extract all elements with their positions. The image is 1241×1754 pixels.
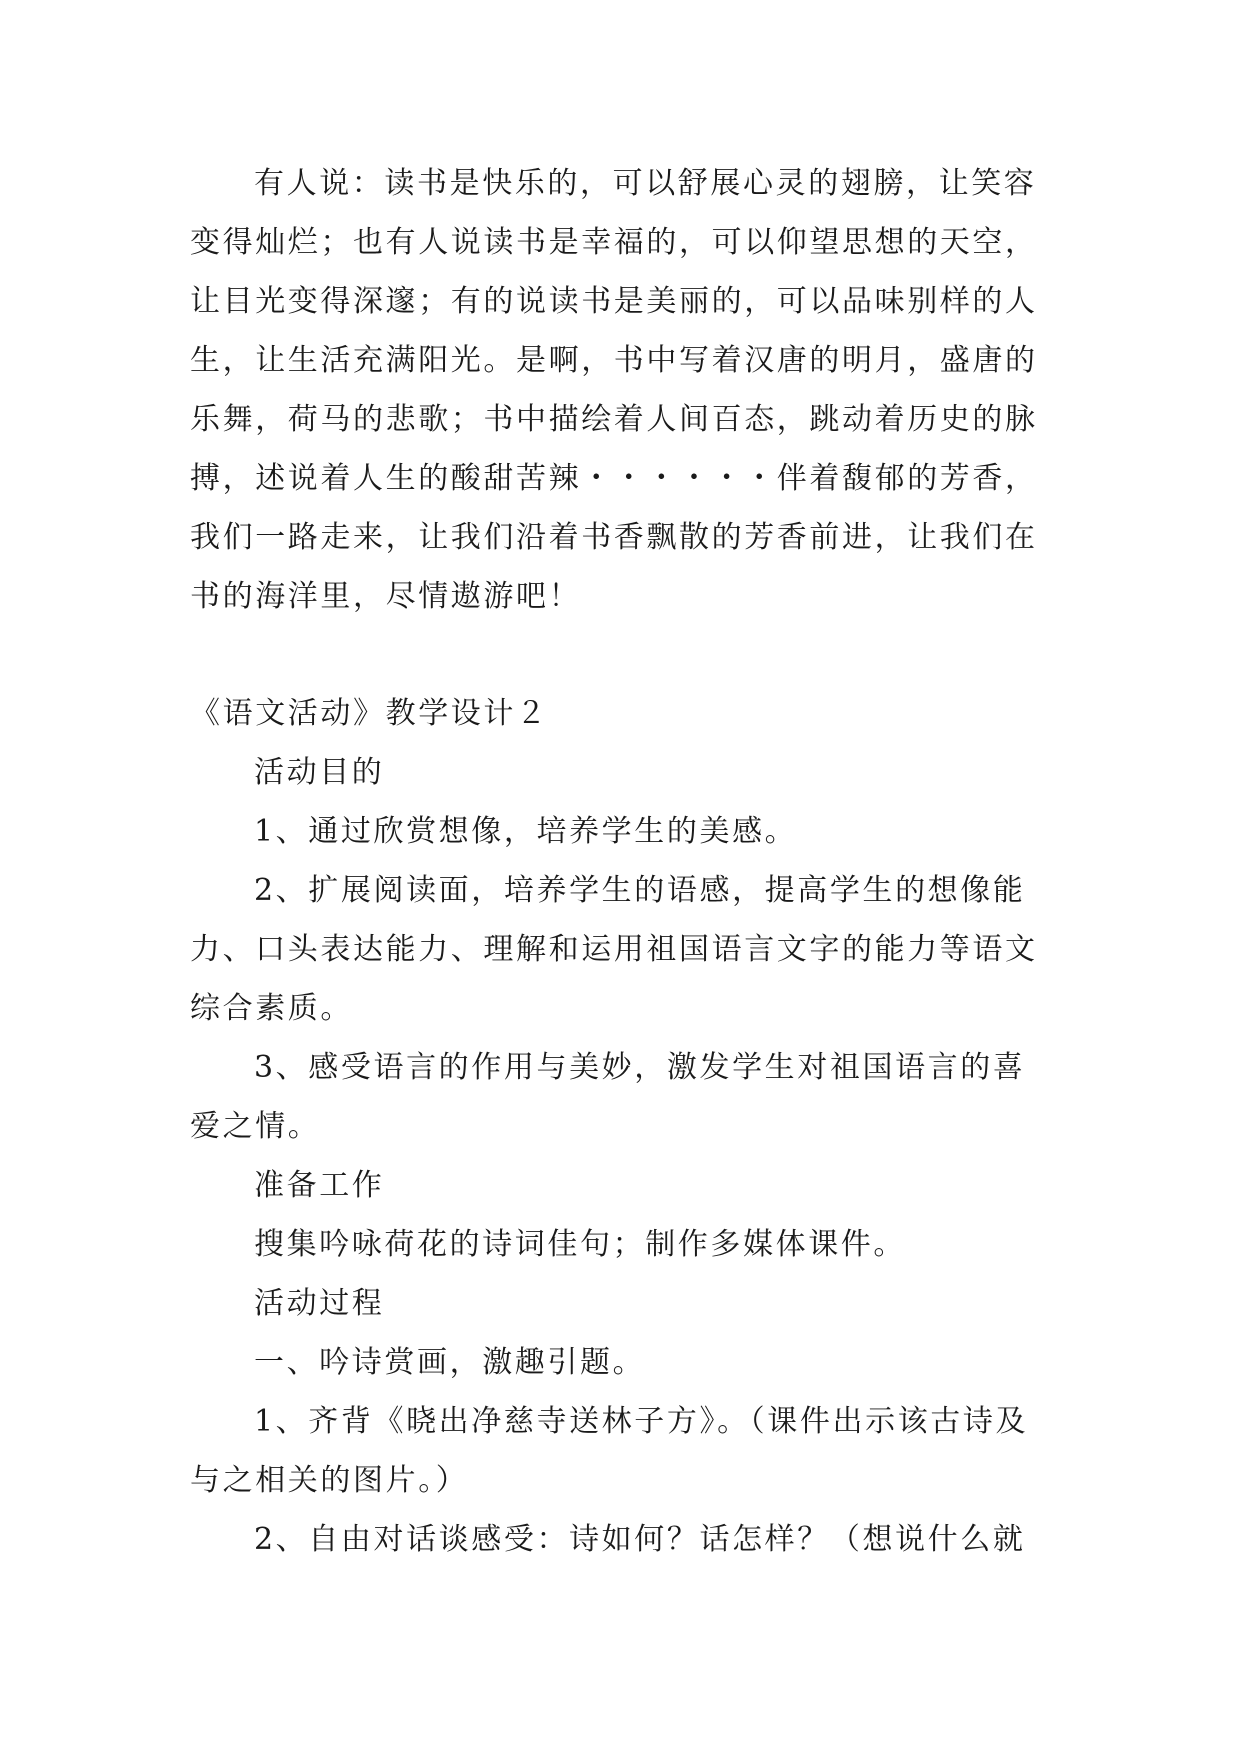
intro-line-3: 让目光变得深邃；有的说读书是美丽的，可以品味别样的人 <box>190 284 1038 319</box>
section-title: 《语文活动》教学设计２ <box>190 696 549 731</box>
heading-preparation: 准备工作 <box>254 1168 385 1203</box>
heading-activity-process: 活动过程 <box>254 1286 385 1321</box>
process-substep-2-line-1: 2、自由对话谈感受：诗如何？话怎样？（想说什么就 <box>254 1522 1026 1557</box>
lesson-design-section <box>190 684 1060 1569</box>
intro-line-7: 我们一路走来，让我们沿着书香飘散的芳香前进，让我们在 <box>190 520 1038 555</box>
intro-line-6: 搏，述说着人生的酸甜苦辣・・・・・・伴着馥郁的芳香， <box>190 461 1038 496</box>
process-substep-1-line-2: 与之相关的图片。） <box>190 1463 469 1498</box>
intro-paragraph <box>190 154 1060 626</box>
intro-line-8: 书的海洋里，尽情遨游吧！ <box>190 579 582 614</box>
purpose-item-2-line-3: 综合素质。 <box>190 991 353 1026</box>
heading-activity-purpose: 活动目的 <box>254 755 385 790</box>
purpose-item-2-line-1: 2、扩展阅读面，培养学生的语感，提高学生的想像能 <box>254 873 1026 908</box>
process-step-1: 一、吟诗赏画，激趣引题。 <box>254 1345 646 1380</box>
process-substep-1-line-1: 1、齐背《晓出净慈寺送林子方》。（课件出示该古诗及 <box>254 1404 1029 1439</box>
purpose-item-1: 1、通过欣赏想像，培养学生的美感。 <box>254 814 798 849</box>
intro-line-5: 乐舞，荷马的悲歌；书中描绘着人间百态，跳动着历史的脉 <box>190 402 1038 437</box>
purpose-item-3-line-1: 3、感受语言的作用与美妙，激发学生对祖国语言的喜 <box>254 1050 1026 1085</box>
intro-line-1: 有人说：读书是快乐的，可以舒展心灵的翅膀，让笑容 <box>254 166 1037 201</box>
preparation-text: 搜集吟咏荷花的诗词佳句；制作多媒体课件。 <box>254 1227 906 1262</box>
purpose-item-3-line-2: 爱之情。 <box>190 1109 321 1144</box>
intro-line-2: 变得灿烂；也有人说读书是幸福的，可以仰望思想的天空， <box>190 225 1038 260</box>
purpose-item-2-line-2: 力、口头表达能力、理解和运用祖国语言文字的能力等语文 <box>190 932 1038 967</box>
intro-line-4: 生，让生活充满阳光。是啊，书中写着汉唐的明月，盛唐的 <box>190 343 1038 378</box>
